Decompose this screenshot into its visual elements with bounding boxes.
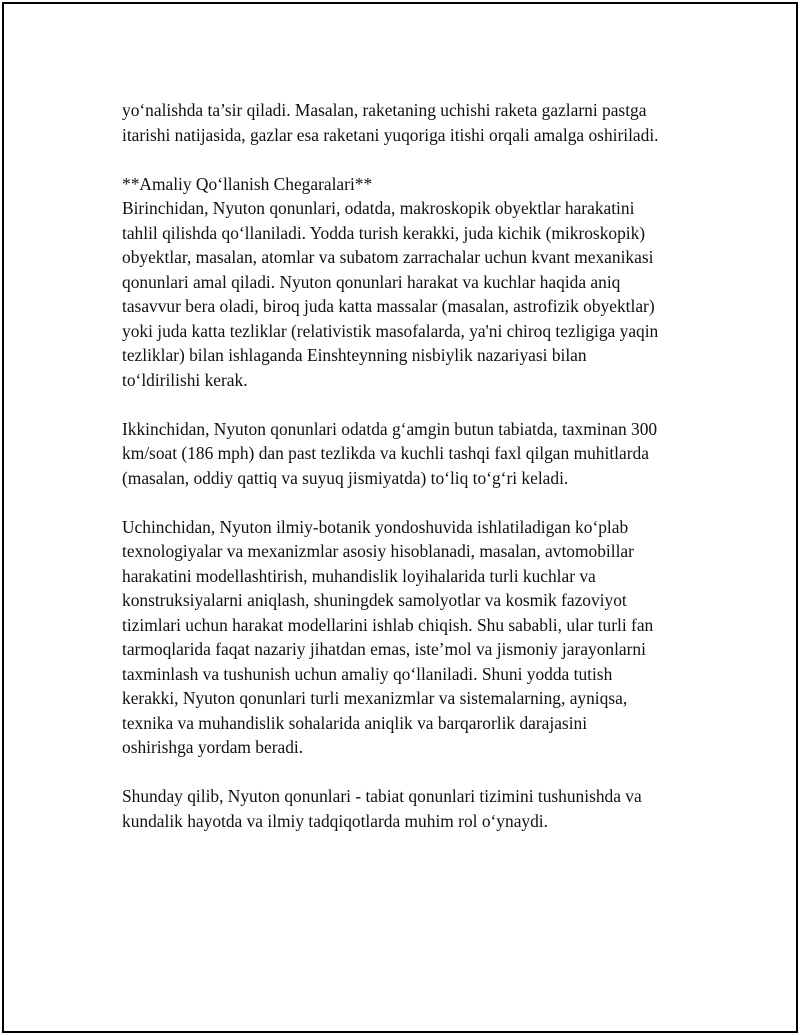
text-line: **Amaliy Qo‘llanish Chegaralari**	[122, 173, 373, 194]
text-line: kerakki, Nyuton qonunlari turli mexanizmlar va sistemalarning, ayniqsa,	[122, 688, 628, 708]
text-line: tizimlari uchun harakat modellarini ishlab chiqish. Shu sababli, ular turli fan	[122, 614, 654, 635]
text-line: taxminlash va tushunish uchun amaliy qo‘llaniladi. Shuni yodda tutish	[122, 663, 613, 684]
text-line: harakatini modellashtirish, muhandislik loyihalarida turli kuchlar va	[122, 565, 596, 586]
text-line: tezliklar) bilan ishlaganda Einshteynning nisbiylik nazariyasi bilan	[122, 345, 587, 365]
text-line: Ikkinchidan, Nyuton qonunlari odatda g‘amgin butun tabiatda, taxminan 300	[122, 418, 658, 439]
paragraph	[122, 515, 702, 760]
text-line: oshirishga yordam beradi.	[122, 737, 304, 757]
text-line: itarishi natijasida, gazlar esa raketani yuqoriga itishi orqali amalga oshiriladi.	[122, 124, 659, 145]
text-line: tarmoqlarida faqat nazariy jihatdan emas, iste’mol va jismoniy jarayonlarni	[122, 639, 646, 659]
text-line: Uchinchidan, Nyuton ilmiy-botanik yondoshuvida ishlatiladigan ko‘plab	[122, 516, 629, 537]
text-line: yo‘nalishda ta’sir qiladi. Masalan, raketaning uchishi raketa gazlarni pastga	[122, 100, 647, 120]
text-line: km/soat (186 mph) dan past tezlikda va kuchli tashqi faxl qilgan muhitlarda	[122, 443, 649, 463]
paragraph	[122, 417, 702, 491]
paragraph	[122, 98, 702, 147]
text-line: obyektlar, masalan, atomlar va subatom zarrachalar uchun kvant mexanikasi	[122, 247, 654, 267]
text-line: qonunlari amal qiladi. Nyuton qonunlari harakat va kuchlar haqida aniq	[122, 271, 621, 292]
text-line: texnika va muhandislik sohalarida aniqlik va barqarorlik darajasini	[122, 712, 588, 733]
text-line: tahlil qilishda qo‘llaniladi. Yodda turish kerakki, juda kichik (mikroskopik)	[122, 222, 646, 243]
text-line: Birinchidan, Nyuton qonunlari, odatda, makroskopik obyektlar harakatini	[122, 198, 635, 218]
text-line: kundalik hayotda va ilmiy tadqiqotlarda muhim rol o‘ynaydi.	[122, 810, 548, 831]
text-line: yoki juda katta tezliklar (relativistik masofalarda, ya'ni chiroq tezligiga yaqin	[122, 320, 659, 341]
document-body	[122, 98, 702, 858]
text-line: texnologiyalar va mexanizmlar asosiy hisoblanadi, masalan, avtomobillar	[122, 541, 634, 561]
text-line: to‘ldirilishi kerak.	[122, 369, 248, 390]
page-frame	[2, 2, 798, 1033]
text-line: konstruksiyalarni aniqlash, shuningdek samolyotlar va kosmik fazoviyot	[122, 590, 627, 610]
text-line: tasavvur bera oladi, biroq juda katta massalar (masalan, astrofizik obyektlar)	[122, 296, 655, 316]
text-line: (masalan, oddiy qattiq va suyuq jismiyatda) to‘liq to‘g‘ri keladi.	[122, 467, 569, 488]
paragraph	[122, 172, 702, 393]
paragraph	[122, 784, 702, 833]
text-line: Shunday qilib, Nyuton qonunlari - tabiat qonunlari tizimini tushunishda va	[122, 786, 642, 806]
